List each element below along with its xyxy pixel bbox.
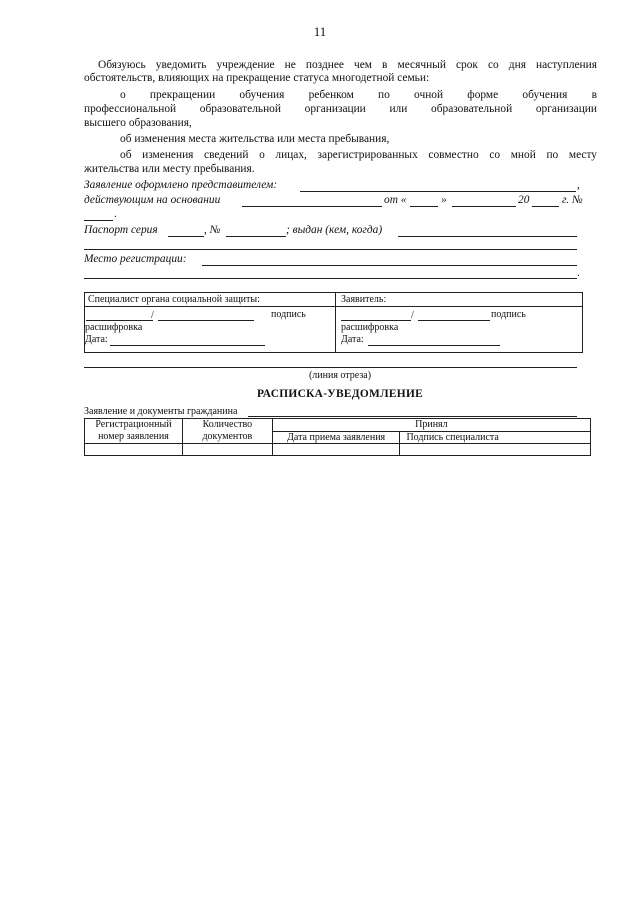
from-label: от « <box>384 194 407 206</box>
doc-number-fill-line[interactable] <box>84 220 113 221</box>
representative-label: Заявление оформлено представителем: <box>84 179 278 191</box>
registration-fill-line-2[interactable] <box>84 278 577 279</box>
passport-issued-fill-line[interactable] <box>398 236 577 237</box>
specialist-date-label: Дата: <box>85 334 108 345</box>
receipt-table <box>84 418 591 456</box>
year-fill-line[interactable] <box>532 206 559 207</box>
receipt-docs-label: Заявление и документы гражданина <box>84 406 238 417</box>
year-label: 20 <box>518 194 530 206</box>
passport-issued-fill-line-2[interactable] <box>84 249 577 250</box>
passport-series-fill-line[interactable] <box>168 236 204 237</box>
header-doc-count: Количество документов <box>182 419 272 444</box>
specialist-decoding-caption: расшифровка <box>85 322 143 333</box>
applicant-signature-caption: подпись <box>491 309 526 320</box>
specialist-decoding-line[interactable] <box>158 320 254 321</box>
doc-number-label: г. № <box>562 194 583 206</box>
header-specialist-signature: Подпись специалиста <box>400 431 591 444</box>
receipt-docs-fill-line[interactable] <box>248 416 577 417</box>
page-number: 11 <box>313 24 327 39</box>
applicant-decoding-line[interactable] <box>418 320 490 321</box>
cell-accept-date[interactable] <box>272 444 400 456</box>
applicant-date-line[interactable] <box>368 345 500 346</box>
cell-specialist-signature[interactable] <box>400 444 591 456</box>
obligation-line-1: Обязуюсь уведомить учреждение не позднее чем в месячный срок со дня наступления <box>98 59 597 71</box>
item1-line-1: о прекращении обучения ребенком по очной форме обучения в <box>120 89 597 101</box>
basis-fill-line[interactable] <box>242 206 382 207</box>
item3-line-1: об изменения сведений о лицах, зарегистрированных совместно со мной по месту <box>120 149 597 161</box>
basis-label: действующим на основании <box>84 194 221 206</box>
cell-reg-number[interactable] <box>85 444 183 456</box>
cut-line <box>84 367 577 368</box>
applicant-signature-line[interactable] <box>341 320 411 321</box>
item1-line-2: профессиональной образовательной организации или образовательной организации <box>84 103 597 115</box>
header-accepted: Принял <box>272 419 590 432</box>
receipt-title: РАСПИСКА-УВЕДОМЛЕНИЕ <box>256 388 423 400</box>
specialist-label: Специалист органа социальной защиты: <box>88 294 260 305</box>
registration-fill-line[interactable] <box>202 265 577 266</box>
day-fill-line[interactable] <box>410 206 438 207</box>
header-accept-date: Дата приема заявления <box>272 431 400 444</box>
obligation-line-2: обстоятельств, влияющих на прекращение статуса многодетной семьи: <box>84 72 430 84</box>
quote-close: » <box>441 194 447 206</box>
item3-line-2: жительства или месту пребывания. <box>84 163 255 175</box>
cell-doc-count[interactable] <box>182 444 272 456</box>
applicant-label: Заявитель: <box>341 294 387 305</box>
passport-number-label: , № <box>204 224 221 236</box>
header-reg-number: Регистрационный номер заявления <box>85 419 183 444</box>
specialist-signature-line[interactable] <box>86 320 153 321</box>
registration-label: Место регистрации: <box>84 253 187 265</box>
signatures-box: Специалист органа социальной защиты: / подпись расшифровка Дата: Заявитель: / подпись расшифровка Дата: <box>84 292 583 353</box>
representative-fill-line[interactable] <box>300 191 576 192</box>
month-fill-line[interactable] <box>452 206 516 207</box>
passport-issued-label: ; выдан (кем, когда) <box>286 224 383 236</box>
item1-line-3: высшего образования, <box>84 117 192 129</box>
applicant-date-label: Дата: <box>341 334 364 345</box>
applicant-decoding-caption: расшифровка <box>341 322 399 333</box>
item2-line: об изменения места жительства или места пребывания, <box>120 133 390 145</box>
cut-line-label: (линия отреза) <box>308 370 372 381</box>
specialist-date-line[interactable] <box>110 345 265 346</box>
specialist-signature-caption: подпись <box>271 309 306 320</box>
passport-number-fill-line[interactable] <box>226 236 286 237</box>
passport-series-label: Паспорт серия <box>84 224 158 236</box>
